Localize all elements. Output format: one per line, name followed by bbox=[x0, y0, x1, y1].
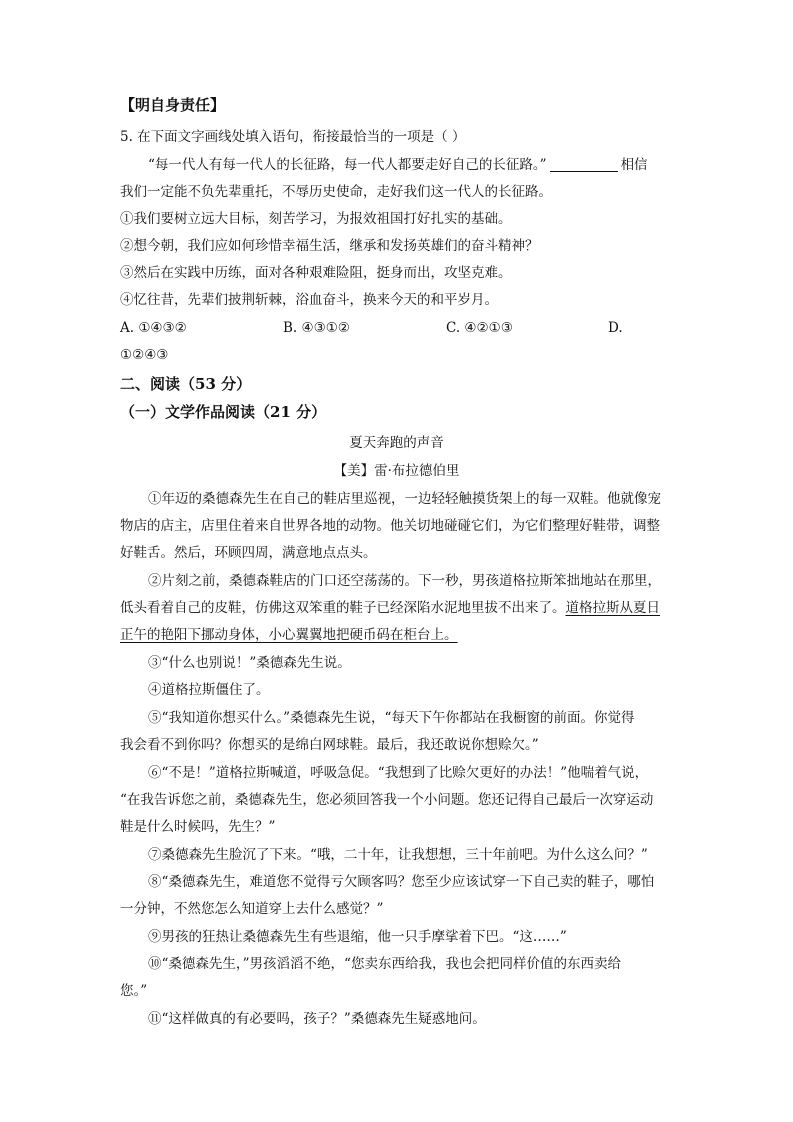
question-item-1: ①我们要树立远大目标，刻苦学习，为报效祖国打好扎实的基础。 bbox=[120, 211, 512, 227]
paragraph-6-line-1: ⑥“不是！”道格拉斯喊道，呼吸急促。“我想到了比赊欠更好的办法！”他喘着气说， bbox=[148, 765, 649, 781]
question-quote-cont: 我们一定能不负先辈重托，不辱历史使命，走好我们这一代人的长征路。 bbox=[120, 184, 552, 200]
paragraph-8-line-1: ⑧“桑德森先生，难道您不觉得亏欠顾客吗？您至少应该试穿一下自己卖的鞋子，哪怕 bbox=[148, 874, 655, 890]
paragraph-2-line-2 bbox=[120, 599, 660, 617]
question-quote-line bbox=[148, 156, 648, 174]
part2-heading: 二、阅读（53 分） bbox=[120, 375, 252, 393]
question-item-4: ④忆往昔，先辈们披荆斩棘，浴血奋斗，换来今天的和平岁月。 bbox=[120, 292, 498, 308]
article-author: 【美】雷·布拉德伯里 bbox=[333, 463, 460, 479]
sub-heading: （一）文学作品阅读（21 分） bbox=[120, 403, 327, 421]
paragraph-6-line-2: “在我告诉您之前，桑德森先生，您必须回答我一个小问题。您还记得自己最后一次穿运动 bbox=[120, 792, 654, 808]
quote-text: “每一代人有每一代人的长征路，每一代人都要走好自己的长征路。” bbox=[148, 157, 547, 173]
paragraph-1-line-2: 物店的店主，店里住着来自世界各地的动物。他关切地碰碰它们，为它们整理好鞋带，调整 bbox=[120, 518, 660, 534]
underlined-sentence-start: 道格拉斯从夏日 bbox=[565, 600, 660, 616]
paragraph-3: ③“什么也别说！”桑德森先生说。 bbox=[148, 655, 351, 671]
underlined-sentence-end: 正午的艳阳下挪动身体，小心翼翼地把硬币码在柜台上。 bbox=[120, 627, 458, 643]
paragraph-9: ⑨男孩的狂热让桑德森先生有些退缩，他一只手摩挲着下巴。“这……” bbox=[148, 929, 567, 945]
section-heading: 【明自身责任】 bbox=[120, 96, 226, 114]
paragraph-1-line-3: 好鞋舌。然后，环顾四周，满意地点点头。 bbox=[120, 545, 377, 561]
paragraph-10-line-2: 您。” bbox=[120, 983, 148, 999]
option-c[interactable]: C. ④②①③ bbox=[446, 320, 513, 336]
option-d[interactable]: D. bbox=[608, 320, 623, 336]
option-d-value: ①②④③ bbox=[120, 347, 169, 363]
paragraph-8-line-2: 一分钟，不然您怎么知道穿上去什么感觉？” bbox=[120, 901, 384, 917]
question-item-2: ②想今朝，我们应如何珍惜幸福生活，继承和发扬英雄们的奋斗精神？ bbox=[120, 238, 539, 254]
fill-blank bbox=[550, 158, 618, 172]
after-blank-text: 相信 bbox=[620, 157, 648, 173]
question-stem: 5. 在下面文字画线处填入语句，衔接最恰当的一项是（ ） bbox=[120, 129, 466, 145]
question-item-3: ③然后在实践中历练，面对各种艰难险阻，挺身而出，攻坚克难。 bbox=[120, 265, 512, 281]
paragraph-4: ④道格拉斯僵住了。 bbox=[148, 682, 270, 698]
paragraph-11: ⑪“这样做真的有必要吗，孩子？”桑德森先生疑惑地问。 bbox=[148, 1011, 486, 1027]
paragraph-5-line-1: ⑤“我知道你想买什么。”桑德森先生说，“每天下午你都站在我橱窗的前面。你觉得 bbox=[148, 710, 635, 726]
paragraph-1-line-1: ①年迈的桑德森先生在自己的鞋店里巡视，一边轻轻触摸货架上的每一双鞋。他就像宠 bbox=[148, 491, 661, 507]
paragraph-7: ⑦桑德森先生脸沉了下来。“哦，二十年，让我想想，三十年前吧。为什么这么问？” bbox=[148, 847, 648, 863]
paragraph-2-line-1: ②片刻之前，桑德森鞋店的门口还空荡荡的。下一秒，男孩道格拉斯笨拙地站在那里， bbox=[148, 573, 661, 589]
option-b[interactable]: B. ④③①② bbox=[283, 320, 350, 336]
paragraph-2-text: 低头看着自己的皮鞋，仿佛这双笨重的鞋子已经深陷水泥地里拔不出来了。 bbox=[120, 600, 566, 616]
paragraph-10-line-1: ⑩“桑德森先生，”男孩滔滔不绝，“您卖东西给我，我也会把同样价值的东西卖给 bbox=[148, 956, 621, 972]
option-a[interactable]: A. ①④③② bbox=[120, 320, 187, 336]
article-title: 夏天奔跑的声音 bbox=[349, 435, 444, 451]
paragraph-6-line-3: 鞋是什么时候吗，先生？” bbox=[120, 819, 276, 835]
paragraph-5-line-2: 我会看不到你吗？你想买的是绵白网球鞋。最后，我还敢说你想赊欠。” bbox=[120, 737, 539, 753]
